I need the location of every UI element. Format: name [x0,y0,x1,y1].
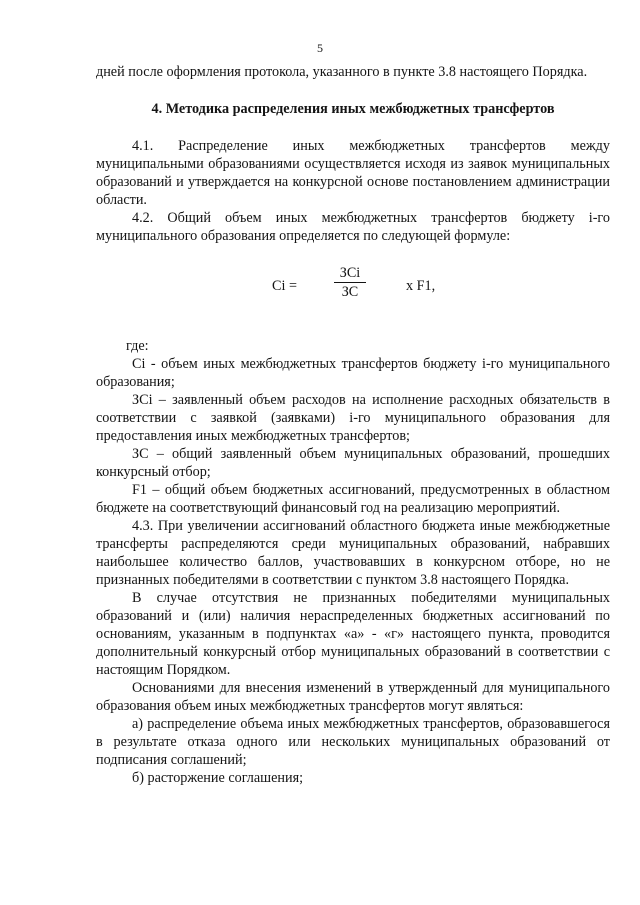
paragraph-4-3: 4.3. При увеличении ассигнований областного бюджета иные межбюджетные трансферты распределяются среди муниципальных образований, набравших наибольшее количество баллов, участвовавших в конкурсном отборе, но не признанных победителями в соответствии с пунктом 3.8 настоящего Порядка. [96,518,610,588]
formula-lhs: Ci = [272,278,297,294]
formula-denominator: ЗС [341,284,359,300]
page-number: 5 [317,41,323,55]
paragraph-4-2: 4.2. Общий объем иных межбюджетных трансфертов бюджету i-го муниципального образования определяется по следующей формуле: [96,210,610,244]
definition-f1: F1 – общий объем бюджетных ассигнований, предусмотренных в областном бюджете на соответствующий финансовый год на реализацию мероприятий. [96,482,610,516]
paragraph-4-1: 4.1. Распределение иных межбюджетных трансфертов между муниципальными образованиями осуществляется исходя из заявок муниципальных образований и утверждается на конкурсной основе постановлением администрации области. [96,138,610,208]
formula-fraction [334,265,366,301]
intro-paragraph: дней после оформления протокола, указанного в пункте 3.8 настоящего Порядка. [96,64,588,80]
list-item-a: а) распределение объема иных межбюджетных трансфертов, образовавшегося в результате отказа одного или нескольких муниципальных образований от подписания соглашений; [96,716,610,768]
paragraph-grounds: Основаниями для внесения изменений в утвержденный для муниципального образования объем иных межбюджетных трансфертов могут являться: [96,680,610,714]
definition-zci: ЗСi – заявленный объем расходов на исполнение расходных обязательств в соответствии с заявкой (заявками) i-го муниципального образования для предоставления иных межбюджетных трансфертов; [96,392,610,444]
definition-zc: ЗС – общий заявленный объем муниципальных образований, прошедших конкурсный отбор; [96,446,610,480]
formula [96,259,610,329]
where-label: где: [126,338,149,354]
formula-numerator: ЗСi [334,265,366,283]
formula-rhs: x F1, [406,278,436,294]
list-item-b: б) расторжение соглашения; [132,770,304,786]
page-content [96,63,610,787]
definition-ci: Ci - объем иных межбюджетных трансфертов бюджету i-го муниципального образования; [96,356,610,390]
paragraph-absence: В случае отсутствия не признанных победителями муниципальных образований и (или) наличия нераспределенных бюджетных ассигнований по основаниям, указанным в подпунктах «а» - «г» настоящего пункта, проводится дополнительный конкурсный отбор муниципальных образований в соответствии с настоящим Порядком. [96,590,610,678]
section-title: 4. Методика распределения иных межбюджетных трансфертов [151,101,555,117]
